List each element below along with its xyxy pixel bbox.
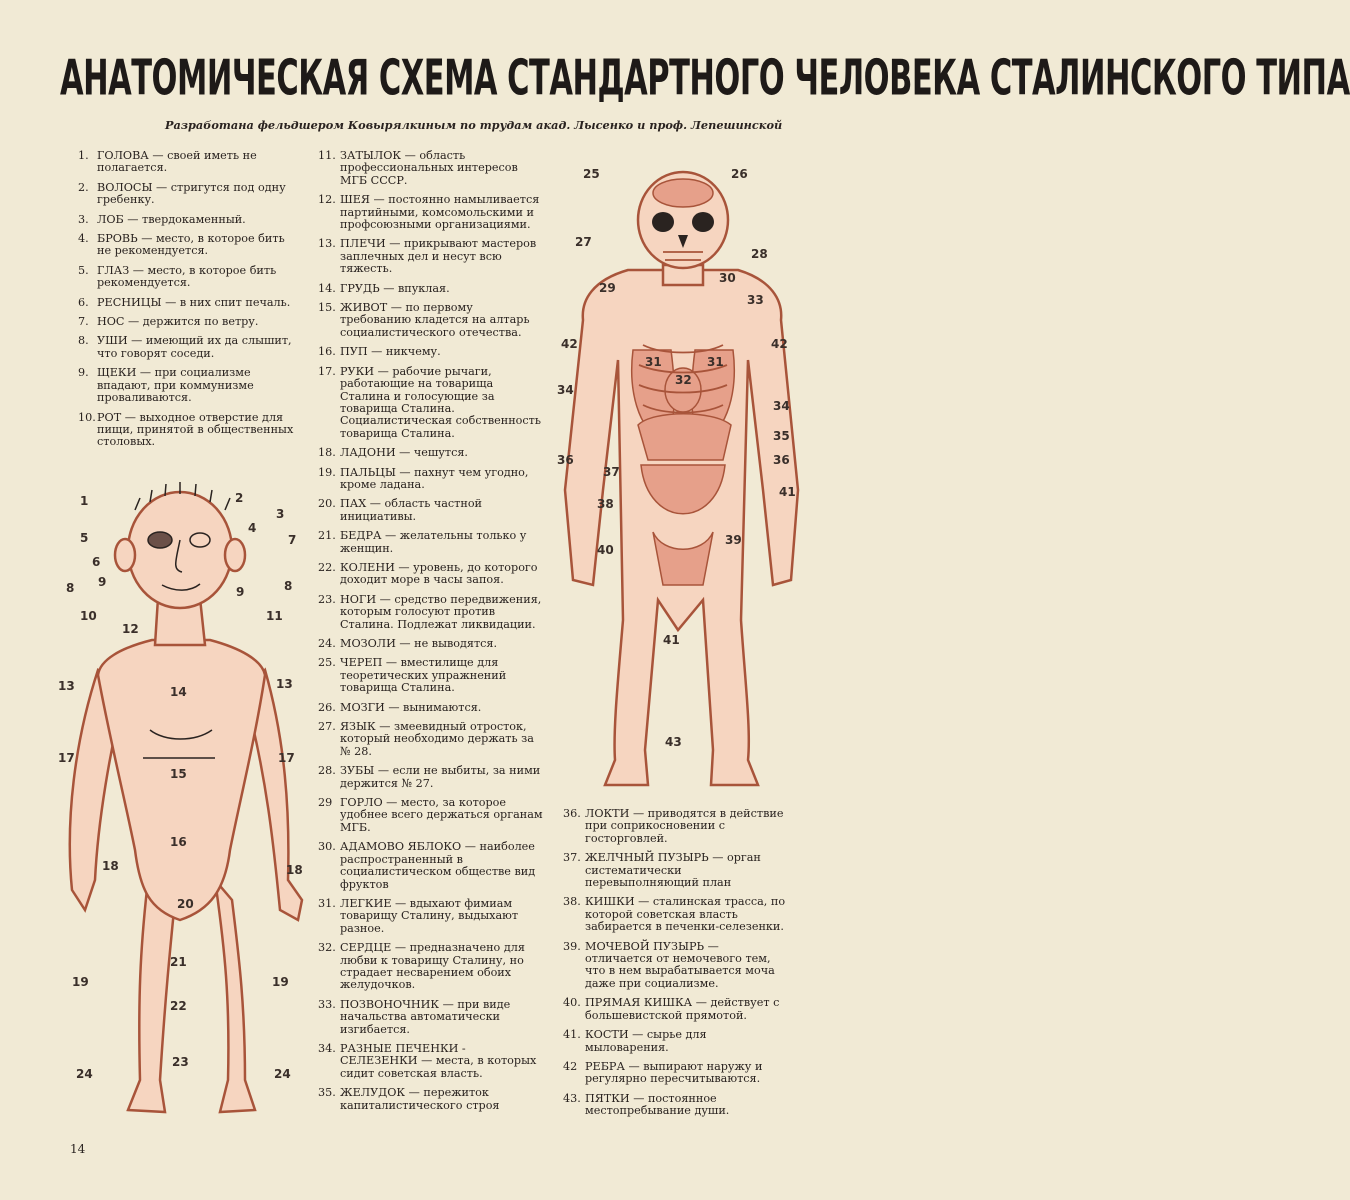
page-title: АНАТОМИЧЕСКАЯ СХЕМА СТАНДАРТНОГО ЧЕЛОВЕКА СТАЛИНСКОГО ТИПА — [60, 51, 1350, 108]
legend-item-text: СЕРДЦЕ — предназначено для любви к товарищу Сталину, но страдает несварением обоих желудочков. — [340, 941, 525, 992]
legend-item-number: 12. — [318, 193, 336, 207]
fig-left-label-3: 3 — [276, 507, 285, 521]
legend-item-number: 16. — [318, 345, 336, 359]
legend-item-number: 24. — [318, 637, 336, 650]
legend-item-number: 7. — [78, 315, 89, 329]
legend-item — [318, 194, 546, 231]
legend-item — [318, 238, 546, 275]
legend-item — [318, 841, 546, 891]
legend-item — [318, 702, 546, 714]
legend-item-text: ЖИВОТ — по первому требованию кладется на алтарь социалистического отечества. — [340, 301, 530, 339]
legend-item-number: 11. — [318, 149, 336, 162]
legend-item-text: НОГИ — средство передвижения, которым голосуют против Сталина. Подлежат ликвидации. — [340, 592, 542, 631]
legend-item-text: ГОРЛО — место, за которое удобнее всего держаться органам МГБ. — [340, 796, 543, 834]
legend-item-number: 1. — [78, 149, 89, 162]
legend-item-text: ЯЗЫК — змеевидный отросток, который необходимо держать за № 28. — [340, 720, 534, 758]
legend-item-text: БРОВЬ — место, в которое бить не рекомендуется. — [97, 232, 285, 258]
legend-item-text: ЩЕКИ — при социализме впадают, при коммунизме проваливаются. — [97, 366, 254, 405]
legend-item-text: АДАМОВО ЯБЛОКО — наиболее распространенный в социалистическом обществе вид фруктов — [340, 840, 536, 891]
legend-item-number: 34. — [318, 1041, 336, 1055]
legend-item-number: 43. — [563, 1091, 581, 1105]
fig-left-label-8b: 8 — [284, 579, 293, 593]
legend-item — [318, 366, 546, 440]
fig-right-label-29: 29 — [599, 281, 616, 295]
legend-item-text: ЛОБ — твердокаменный. — [97, 212, 246, 226]
legend-item-text: ШЕЯ — постоянно намыливается партийными, комсомольскими и профсоюзными организациями. — [340, 193, 540, 232]
fig-left-label-18a: 18 — [102, 859, 119, 873]
legend-item-number: 6. — [78, 295, 89, 309]
fig-left-label-13a: 13 — [58, 679, 75, 693]
fig-right-label-40: 40 — [597, 543, 614, 557]
legend-item-text: ПАЛЬЦЫ — пахнут чем угодно, кроме ладана. — [340, 465, 529, 491]
legend-item — [318, 721, 546, 758]
fig-right-label-33: 33 — [747, 293, 764, 307]
legend-item — [563, 1093, 789, 1118]
fig-left-label-24b: 24 — [274, 1067, 291, 1081]
legend-item-text: УШИ — имеющий их да слышит, что говорят соседи. — [97, 334, 292, 360]
legend-item-text: ЛЕГКИЕ — вдыхают фимиам товарищу Сталину, выдыхают разное. — [340, 896, 519, 935]
legend-item-text: ПРЯМАЯ КИШКА — действует с большевистской прямотой. — [585, 996, 780, 1022]
legend-item-number: 14. — [318, 281, 336, 295]
fig-left-label-5: 5 — [80, 531, 89, 545]
legend-item-text: РАЗНЫЕ ПЕЧЕНКИ - СЕЛЕЗЕНКИ — места, в которых сидит советская власть. — [340, 1041, 537, 1080]
legend-item — [318, 657, 546, 694]
fig-left-label-19b: 19 — [272, 975, 289, 989]
legend-item — [318, 467, 546, 492]
legend-item-number: 36. — [563, 807, 581, 820]
legend-item-text: РУКИ — рабочие рычаги, работающие на товарища Сталина и голосующие за товарища Сталина. Социалистическая собственность товарища Сталина. — [340, 364, 541, 440]
legend-item-number: 8. — [78, 334, 89, 348]
legend-item — [78, 316, 300, 328]
legend-item-number: 42 — [563, 1059, 578, 1073]
legend-item-text: МОЗОЛИ — не выводятся. — [340, 637, 498, 650]
legend-item-text: ЧЕРЕП — вместилище для теоретических упражнений товарища Сталина. — [340, 656, 507, 695]
fig-left-label-11: 11 — [266, 609, 283, 623]
legend-item — [318, 447, 546, 459]
legend-item-text: ЖЕЛУДОК — пережиток капиталистического строя — [340, 1086, 500, 1112]
fig-left-label-21: 21 — [170, 955, 187, 969]
fig-right-label-39: 39 — [725, 533, 742, 547]
legend-item-number: 29 — [318, 796, 333, 810]
legend-item — [78, 233, 300, 258]
legend-item-number: 22. — [318, 560, 336, 574]
legend-item-text: ЖЕЛЧНЫЙ ПУЗЫРЬ — орган систематически перевыполняющий план — [585, 851, 761, 890]
fig-right-label-34a: 34 — [557, 383, 574, 397]
legend-item — [318, 530, 546, 555]
legend-item — [78, 367, 300, 404]
fig-right-label-37: 37 — [603, 465, 620, 479]
legend-item — [78, 214, 300, 226]
legend-item — [78, 265, 300, 290]
legend-item — [318, 1087, 546, 1112]
legend-item — [318, 498, 546, 523]
human-figure-illustration — [40, 480, 330, 1130]
legend-item — [318, 942, 546, 992]
fig-left-label-14: 14 — [170, 685, 187, 699]
fig-right-label-28: 28 — [751, 247, 768, 261]
legend-item-number: 3. — [78, 212, 89, 226]
legend-item-number: 17. — [318, 364, 336, 378]
legend-item-number: 21. — [318, 529, 336, 543]
legend-item-text: ГРУДЬ — впуклая. — [340, 281, 450, 295]
legend-item — [563, 941, 789, 991]
legend-item-text: ГОЛОВА — своей иметь не полагается. — [97, 149, 257, 175]
legend-item — [318, 638, 546, 650]
legend-item-text: КОЛЕНИ — уровень, до которого доходит море в часы запоя. — [340, 560, 538, 587]
legend-column-2 — [318, 150, 546, 1119]
page-number: 14 — [70, 1142, 86, 1156]
legend-item-text: ПУП — никчему. — [340, 345, 441, 359]
fig-left-label-17a: 17 — [58, 751, 75, 765]
legend-item — [318, 1043, 546, 1080]
legend-item — [318, 302, 546, 339]
legend-item-number: 23. — [318, 592, 336, 606]
fig-right-label-25: 25 — [583, 167, 600, 181]
legend-item-text: ЛОКТИ — приводятся в действие при соприкосновении с госторговлей. — [585, 807, 784, 845]
legend-item — [78, 150, 300, 175]
legend-item-number: 18. — [318, 446, 336, 460]
legend-item-number: 35. — [318, 1086, 336, 1100]
fig-right-label-41a: 41 — [779, 485, 796, 499]
legend-item-number: 13. — [318, 237, 336, 251]
legend-item-text: ПАХ — область частной инициативы. — [340, 497, 483, 523]
fig-right-label-30: 30 — [719, 271, 736, 285]
legend-item-number: 26. — [318, 700, 336, 714]
page-subtitle: Разработана фельдшером Ковырялкиным по трудам акад. Лысенко и проф. Лепешинской — [165, 118, 783, 132]
legend-item-text: ПОЗВОНОЧНИК — при виде начальства автоматически изгибается. — [340, 997, 511, 1036]
fig-left-label-7: 7 — [288, 533, 297, 547]
fig-right-label-42a: 42 — [561, 337, 578, 351]
legend-item — [318, 594, 546, 631]
fig-left-label-18b: 18 — [286, 863, 303, 877]
legend-item — [78, 335, 300, 360]
fig-right-label-31b: 31 — [707, 355, 724, 369]
legend-item-text: НОС — держится по ветру. — [97, 315, 259, 329]
legend-item — [563, 896, 789, 933]
fig-right-label-41b: 41 — [663, 633, 680, 647]
fig-left-label-6: 6 — [92, 555, 101, 569]
legend-item — [78, 182, 300, 207]
legend-item-number: 5. — [78, 263, 89, 277]
legend-item-number: 2. — [78, 180, 89, 194]
fig-left-label-10: 10 — [80, 609, 97, 623]
legend-item-text: БЕДРА — желательны только у женщин. — [340, 529, 527, 555]
fig-left-label-8a: 8 — [66, 581, 75, 595]
skeleton-organs-illustration — [553, 160, 815, 800]
fig-left-label-20: 20 — [177, 897, 194, 911]
legend-item — [563, 852, 789, 889]
legend-item — [318, 765, 546, 790]
fig-right-label-43: 43 — [665, 735, 682, 749]
legend-item-text: МОЧЕВОЙ ПУЗЫРЬ — отличается от немочевого тем, что в нем вырабатывается моча даже при социализме. — [585, 939, 775, 990]
fig-left-label-16: 16 — [170, 835, 187, 849]
legend-item — [563, 808, 789, 845]
fig-right-label-38: 38 — [597, 497, 614, 511]
fig-left-label-19a: 19 — [72, 975, 89, 989]
legend-item-number: 37. — [563, 851, 581, 865]
legend-item — [78, 412, 300, 449]
fig-right-label-42b: 42 — [771, 337, 788, 351]
fig-left-label-15: 15 — [170, 767, 187, 781]
legend-item-number: 15. — [318, 301, 336, 315]
legend-item-number: 31. — [318, 896, 336, 910]
legend-item-number: 10. — [78, 410, 96, 424]
legend-item — [78, 297, 300, 309]
legend-item-text: КОСТИ — сырье для мыловарения. — [585, 1028, 707, 1054]
fig-left-label-23: 23 — [172, 1055, 189, 1069]
fig-right-label-31a: 31 — [645, 355, 662, 369]
fig-right-label-26: 26 — [731, 167, 748, 181]
legend-item — [563, 1061, 789, 1086]
fig-left-label-9b: 9 — [236, 585, 245, 599]
fig-left-label-24a: 24 — [76, 1067, 93, 1081]
legend-item — [563, 997, 789, 1022]
legend-item-text: ЛАДОНИ — чешутся. — [340, 446, 468, 460]
fig-right-label-35: 35 — [773, 429, 790, 443]
legend-item-text: РЕБРА — выпирают наружу и регулярно пересчитываются. — [585, 1059, 763, 1086]
legend-item-number: 19. — [318, 465, 336, 479]
legend-item-number: 33. — [318, 997, 336, 1011]
fig-right-label-36a: 36 — [557, 453, 574, 467]
legend-item-number: 9. — [78, 366, 89, 380]
legend-item — [563, 1029, 789, 1054]
legend-item — [318, 562, 546, 587]
fig-right-label-36b: 36 — [773, 453, 790, 467]
legend-item-text: РЕСНИЦЫ — в них спит печаль. — [97, 295, 291, 309]
legend-item — [318, 283, 546, 295]
fig-left-label-13b: 13 — [276, 677, 293, 691]
legend-item — [318, 346, 546, 358]
legend-item — [318, 797, 546, 834]
legend-column-1 — [78, 150, 300, 456]
legend-item-number: 40. — [563, 996, 581, 1010]
legend-item-number: 4. — [78, 232, 89, 246]
legend-item-number: 39. — [563, 939, 581, 953]
legend-item-number: 32. — [318, 941, 336, 955]
fig-left-label-9a: 9 — [98, 575, 107, 589]
legend-item — [318, 999, 546, 1036]
fig-left-label-2: 2 — [235, 491, 244, 505]
legend-item-number: 28. — [318, 764, 336, 778]
fig-right-label-34b: 34 — [773, 399, 790, 413]
legend-item-number: 25. — [318, 656, 336, 670]
legend-item-number: 27. — [318, 720, 336, 734]
fig-right-label-27: 27 — [575, 235, 592, 249]
legend-item-text: ГЛАЗ — место, в которое бить рекомендуется. — [97, 263, 277, 290]
fig-left-label-4: 4 — [248, 521, 257, 535]
legend-item-text: МОЗГИ — вынимаются. — [340, 700, 482, 714]
legend-item-number: 20. — [318, 497, 336, 511]
legend-item-number: 30. — [318, 840, 336, 854]
legend-item — [318, 898, 546, 935]
legend-item-text: ПЛЕЧИ — прикрывают мастеров заплечных дел и несут всю тяжесть. — [340, 237, 537, 276]
legend-item-text: КИШКИ — сталинская трасса, по которой советская власть забирается в печенки-селезенки. — [585, 895, 786, 934]
legend-item-text: ВОЛОСЫ — стригутся под одну гребенку. — [97, 180, 286, 207]
legend-item — [318, 150, 546, 187]
legend-item-text: ПЯТКИ — постоянное местопребывание души. — [585, 1091, 730, 1118]
legend-item-text: РОТ — выходное отверстие для пищи, принятой в общественных столовых. — [97, 410, 294, 449]
fig-left-label-22: 22 — [170, 999, 187, 1013]
fig-left-label-17b: 17 — [278, 751, 295, 765]
legend-item-number: 41. — [563, 1028, 581, 1042]
legend-item-text: ЗАТЫЛОК — область профессиональных интересов МГБ СССР. — [340, 149, 518, 187]
legend-item-number: 38. — [563, 895, 581, 909]
legend-item-text: ЗУБЫ — если не выбиты, за ними держится № 27. — [340, 764, 541, 790]
fig-left-label-12: 12 — [122, 622, 139, 636]
fig-left-label-1: 1 — [80, 494, 89, 508]
legend-column-3 — [563, 808, 789, 1125]
fig-right-label-32: 32 — [675, 373, 692, 387]
